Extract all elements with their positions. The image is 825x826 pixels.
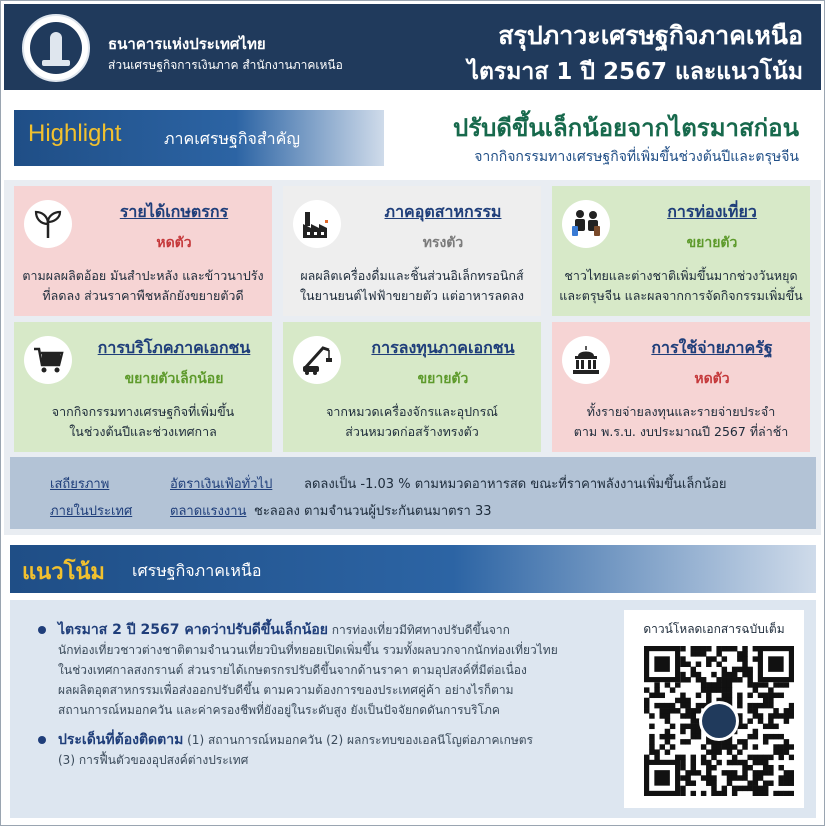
- download-qr-panel[interactable]: [624, 610, 804, 808]
- outlook-text: [38, 620, 616, 770]
- card-title: การลงทุนภาคเอกชน: [371, 338, 515, 357]
- inflation-key: อัตราเงินเฟ้อทั่วไป: [170, 477, 273, 492]
- outlook-header: [10, 545, 816, 593]
- qr-code-icon[interactable]: [644, 646, 794, 796]
- card-government-spending: [552, 322, 810, 452]
- card-private-investment: [283, 322, 541, 452]
- card-status: ขยายตัว: [417, 371, 469, 387]
- inflation-value: ลดลงเป็น -1.03 % ตามหมวดอาหารสด ขณะที่ราคาพลังงานเพิ่มขึ้นเล็กน้อย: [304, 477, 727, 492]
- highlight-section: [4, 96, 821, 176]
- stability-label: เสถียรภาพ: [50, 477, 110, 492]
- card-status: หดตัว: [156, 235, 192, 251]
- card-tourism: [552, 186, 810, 316]
- qr-logo: [699, 701, 739, 741]
- outlook-body: [10, 600, 816, 818]
- card-status: หดตัว: [694, 371, 730, 387]
- bullet-dot-icon: [38, 736, 46, 744]
- header-banner: [4, 4, 821, 90]
- card-description: ทั้งรายจ่ายลงทุนและรายจ่ายประจำ ตาม พ.ร.บ. งบประมาณปี 2567 ที่ล่าช้า: [573, 404, 789, 439]
- bank-name: ธนาคารแห่งประเทศไทย: [108, 35, 266, 53]
- card-status: ทรงตัว: [422, 235, 464, 251]
- highlight-headline: ปรับดีขึ้นเล็กน้อยจากไตรมาสก่อน: [453, 114, 799, 142]
- bank-department: ส่วนเศรษฐกิจการเงินภาค สำนักงานภาคเหนือ: [108, 58, 343, 72]
- highlight-tag: [14, 110, 384, 166]
- bot-seal-logo: [22, 14, 90, 82]
- government-building-icon: [562, 336, 610, 384]
- travelers-icon: [562, 200, 610, 248]
- plant-icon: [24, 200, 72, 248]
- outlook-bullet-watch: ประเด็นที่ต้องติดตาม (1) สถานการณ์หมอกควัน (2) ผลกระทบของเอลนีโญต่อภาคเกษตร (3) การฟื้นตัวของอุปสงค์ต่างประเทศ: [38, 730, 616, 770]
- card-description: ผลผลิตเครื่องดื่มและชิ้นส่วนอิเล็กทรอนิกส์ ในยานยนต์ไฟฟ้าขยายตัว แต่อาหารลดลง: [299, 268, 525, 303]
- card-title: การท่องเที่ยว: [667, 202, 757, 221]
- domestic-stability-bar: [10, 457, 816, 529]
- labor-market-value: ชะลอลง ตามจำนวนผู้ประกันตนมาตรา 33: [254, 504, 492, 519]
- card-description: ตามผลผลิตอ้อย มันสำปะหลัง และข้าวนาปรัง ที่ลดลง ส่วนราคาพืชหลักยังขยายตัวดี: [22, 268, 264, 303]
- card-title: การใช้จ่ายภาครัฐ: [651, 338, 773, 357]
- highlight-tag-en: Highlight: [28, 120, 122, 147]
- card-status: ขยายตัวเล็กน้อย: [124, 371, 224, 387]
- card-description: จากกิจกรรมทางเศรษฐกิจที่เพิ่มขึ้น ในช่วงต้นปีและช่วงเทศกาล: [51, 404, 235, 439]
- highlight-tag-th: ภาคเศรษฐกิจสำคัญ: [164, 129, 300, 148]
- card-description: จากหมวดเครื่องจักรและอุปกรณ์ ส่วนหมวดก่อสร้างทรงตัว: [326, 404, 498, 439]
- card-private-consumption: [14, 322, 272, 452]
- bullet-dot-icon: [38, 626, 46, 634]
- shopping-cart-icon: [24, 336, 72, 384]
- card-title: รายได้เกษตรกร: [119, 202, 229, 221]
- card-title: การบริโภคภาคเอกชน: [97, 338, 251, 357]
- labor-market-key: ตลาดแรงงาน: [170, 504, 247, 519]
- card-status: ขยายตัว: [686, 235, 738, 251]
- card-industry: [283, 186, 541, 316]
- card-description: ชาวไทยและต่างชาติเพิ่มขึ้นมากช่วงวันหยุด และตรุษจีน และผลจากการจัดกิจกรรมเพิ่มขึ้น: [559, 268, 803, 303]
- card-farm-income: [14, 186, 272, 316]
- qr-title: ดาวน์โหลดเอกสารฉบับเต็ม: [643, 622, 785, 636]
- stability-label-2: ภายในประเทศ: [50, 504, 133, 519]
- highlight-subheadline: จากกิจกรรมทางเศรษฐกิจที่เพิ่มขึ้นช่วงต้นปีและตรุษจีน: [474, 149, 799, 165]
- factory-icon: [293, 200, 341, 248]
- crane-icon: [293, 336, 341, 384]
- outlook-bullet-q2: ไตรมาส 2 ปี 2567 คาดว่าปรับดีขึ้นเล็กน้อย การท่องเที่ยวมีทิศทางปรับดีขึ้นจาก นักท่องเที่ยวชาวต่างชาติตามจำนวนเที่ยวบินที่ทยอยเปิดเพิ่มขึ้น รวมทั้งผลบวกจากนักท่องเที่ยวไทย ในช่วงเทศกาลสงกรานต์ ส่วนรายได้เกษตรกรปรับดีขึ้นจากด้านราคา ตามอุปสงค์ที่มีต่อเนื่อง ผลผลิตอุตสาหกรรมเพื่อส่งออกปรับดีขึ้น ตามความต้องการของประเทศคู่ค้า อย่างไรก็ตาม สถานการณ์หมอกควัน และค่าครองชีพที่ยังอยู่ในระดับสูง ยังเป็นปัจจัยกดดันการบริโภค: [38, 620, 616, 720]
- report-title: สรุปภาวะเศรษฐกิจภาคเหนือ: [498, 21, 803, 50]
- report-period: ไตรมาส 1 ปี 2567 และแนวโน้ม: [467, 59, 803, 85]
- card-title: ภาคอุตสาหกรรม: [384, 202, 502, 221]
- outlook-tag: แนวโน้ม: [22, 560, 105, 585]
- outlook-tag-sub: เศรษฐกิจภาคเหนือ: [132, 561, 262, 580]
